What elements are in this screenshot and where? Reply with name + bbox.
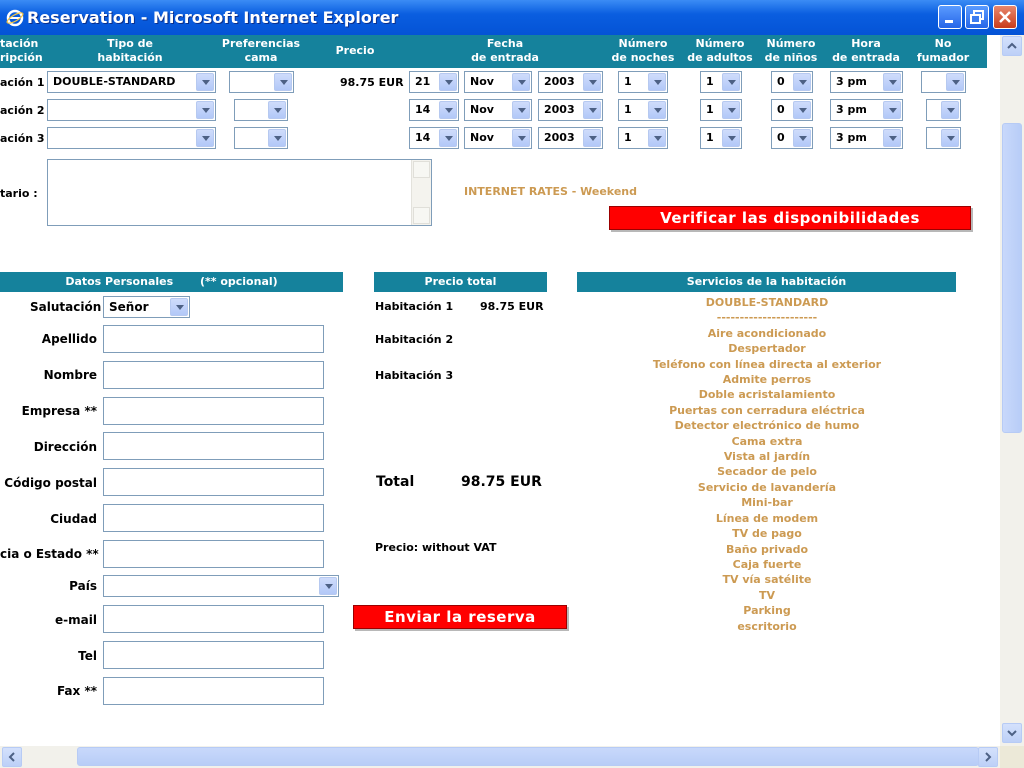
smoking-select[interactable] bbox=[921, 71, 966, 93]
room-type-select[interactable] bbox=[47, 99, 216, 121]
email-label: e-mail bbox=[55, 613, 97, 627]
total-price-header: Precio total bbox=[374, 272, 547, 292]
close-icon bbox=[994, 6, 1016, 28]
city-label: Ciudad bbox=[50, 512, 97, 526]
service-item: TV vía satélite bbox=[722, 573, 812, 587]
children-select[interactable]: 0 bbox=[771, 127, 813, 149]
chevron-left-icon bbox=[3, 748, 21, 766]
postal-code-input[interactable] bbox=[103, 468, 324, 496]
service-item: Admite perros bbox=[722, 373, 812, 387]
chevron-down-icon bbox=[170, 298, 188, 316]
services-room-type: DOUBLE-STANDARD bbox=[705, 296, 829, 309]
chevron-up-icon bbox=[1003, 37, 1021, 55]
service-item: Secador de pelo bbox=[717, 465, 817, 479]
internet-explorer-icon bbox=[6, 9, 24, 27]
header-fumador: No fumador bbox=[916, 37, 970, 64]
comment-label: tario : bbox=[0, 187, 38, 200]
close-button[interactable] bbox=[993, 5, 1017, 29]
window-title: Reservation - Microsoft Internet Explorer bbox=[27, 8, 399, 27]
chevron-down-icon bbox=[722, 73, 740, 91]
address-input[interactable] bbox=[103, 432, 324, 460]
services-separator: ---------------------- bbox=[716, 311, 818, 325]
chevron-down-icon bbox=[722, 129, 740, 147]
verify-availability-button[interactable]: Verificar las disponibilidades bbox=[609, 206, 971, 230]
scroll-down-icon[interactable] bbox=[413, 207, 430, 224]
header-ninos: Número de niños bbox=[764, 37, 818, 64]
chevron-down-icon bbox=[268, 129, 286, 147]
name-input[interactable] bbox=[103, 361, 324, 389]
surname-input[interactable] bbox=[103, 325, 324, 353]
table-header bbox=[0, 35, 987, 68]
year-select[interactable]: 2003 bbox=[538, 71, 603, 93]
service-item: Cama extra bbox=[731, 434, 803, 448]
month-select[interactable]: Nov bbox=[464, 71, 532, 93]
chevron-down-icon bbox=[648, 73, 666, 91]
price-room3-label: Habitación 3 bbox=[375, 369, 454, 382]
salutation-label: Salutación bbox=[30, 300, 102, 314]
horizontal-scroll-thumb[interactable] bbox=[77, 747, 979, 766]
service-item: Detector electrónico de humo bbox=[674, 419, 860, 433]
month-select[interactable]: Nov bbox=[464, 99, 532, 121]
room-services-header: Servicios de la habitación bbox=[577, 272, 956, 292]
postal-code-label: Código postal bbox=[4, 476, 97, 490]
country-select[interactable] bbox=[103, 575, 339, 597]
chevron-down-icon bbox=[274, 73, 292, 91]
hour-select[interactable]: 3 pm bbox=[830, 99, 903, 121]
country-label: País bbox=[69, 579, 97, 593]
company-label: Empresa ** bbox=[21, 404, 97, 418]
chevron-down-icon bbox=[512, 101, 530, 119]
room-label: ación 3 bbox=[0, 132, 45, 145]
scroll-right-button[interactable] bbox=[978, 747, 998, 767]
chevron-down-icon bbox=[941, 129, 959, 147]
header-habitacion: tación ripción bbox=[0, 37, 43, 64]
service-item: Servicio de lavandería bbox=[697, 480, 837, 494]
minimize-icon bbox=[939, 6, 961, 28]
horizontal-scrollbar[interactable] bbox=[0, 746, 1000, 768]
scroll-up-icon[interactable] bbox=[413, 161, 430, 178]
nights-select[interactable]: 1 bbox=[618, 71, 668, 93]
adults-select[interactable]: 1 bbox=[700, 99, 742, 121]
room-label: ación 2 bbox=[0, 104, 45, 117]
children-select[interactable]: 0 bbox=[771, 71, 813, 93]
header-fecha: Fecha de entrada bbox=[471, 37, 539, 64]
header-precio: Precio bbox=[335, 44, 375, 57]
vat-note: Precio: without VAT bbox=[375, 541, 497, 554]
chevron-down-icon bbox=[793, 73, 811, 91]
tel-label: Tel bbox=[78, 649, 97, 663]
children-select[interactable]: 0 bbox=[771, 99, 813, 121]
total-label: Total bbox=[376, 474, 415, 490]
state-label: cia o Estado ** bbox=[0, 547, 99, 561]
send-reservation-button[interactable]: Enviar la reserva bbox=[353, 605, 567, 629]
chevron-down-icon bbox=[946, 73, 964, 91]
service-item: Puertas con cerradura eléctrica bbox=[669, 403, 865, 417]
internet-rates-label: INTERNET RATES - Weekend bbox=[464, 185, 637, 198]
scroll-left-button[interactable] bbox=[2, 747, 22, 767]
chevron-down-icon bbox=[512, 73, 530, 91]
room-label: ación 1 bbox=[0, 76, 45, 89]
adults-select[interactable]: 1 bbox=[700, 71, 742, 93]
smoking-select[interactable] bbox=[926, 99, 961, 121]
service-item: Parking bbox=[743, 604, 791, 618]
chevron-down-icon bbox=[883, 101, 901, 119]
service-item: Despertador bbox=[728, 342, 806, 356]
service-item: Aire acondicionado bbox=[707, 326, 827, 340]
scroll-down-button[interactable] bbox=[1002, 723, 1022, 743]
header-preferencias: Preferencias cama bbox=[221, 37, 301, 64]
company-input[interactable] bbox=[103, 397, 324, 425]
city-input[interactable] bbox=[103, 504, 324, 532]
fax-label: Fax ** bbox=[56, 684, 97, 698]
bed-pref-select[interactable] bbox=[229, 71, 294, 93]
nights-select[interactable]: 1 bbox=[618, 127, 668, 149]
chevron-down-icon bbox=[883, 73, 901, 91]
price-room1-label: Habitación 1 bbox=[375, 300, 454, 313]
chevron-down-icon bbox=[583, 129, 601, 147]
service-item: TV bbox=[758, 588, 776, 602]
room-type-select[interactable]: DOUBLE-STANDARD bbox=[47, 71, 216, 93]
year-select[interactable]: 2003 bbox=[538, 99, 603, 121]
page-content bbox=[0, 35, 1000, 746]
chevron-down-icon bbox=[648, 101, 666, 119]
service-item: Teléfono con línea directa al exterior bbox=[652, 357, 882, 371]
year-select[interactable]: 2003 bbox=[538, 127, 603, 149]
scrollbar-corner bbox=[1000, 746, 1024, 768]
header-hora: Hora de entrada bbox=[832, 37, 900, 64]
restore-button[interactable] bbox=[965, 5, 989, 29]
textarea-scrollbar[interactable] bbox=[411, 160, 431, 225]
service-item: Mini-bar bbox=[741, 496, 793, 510]
day-select[interactable]: 14 bbox=[409, 99, 459, 121]
header-tipo: Tipo de habitación bbox=[97, 37, 163, 64]
smoking-select[interactable] bbox=[926, 127, 961, 149]
name-label: Nombre bbox=[43, 368, 97, 382]
chevron-down-icon bbox=[648, 129, 666, 147]
chevron-down-icon bbox=[439, 129, 457, 147]
chevron-down-icon bbox=[883, 129, 901, 147]
chevron-down-icon bbox=[722, 101, 740, 119]
hour-select[interactable]: 3 pm bbox=[830, 127, 903, 149]
month-select[interactable]: Nov bbox=[464, 127, 532, 149]
total-value: 98.75 EUR bbox=[461, 474, 542, 490]
price-room2-label: Habitación 2 bbox=[375, 333, 454, 346]
minimize-button[interactable] bbox=[938, 5, 962, 29]
chevron-down-icon bbox=[268, 101, 286, 119]
address-label: Dirección bbox=[33, 440, 97, 454]
service-item: Vista al jardín bbox=[723, 450, 811, 464]
scroll-thumb[interactable] bbox=[1002, 123, 1022, 433]
service-item: TV de pago bbox=[732, 527, 802, 541]
bed-pref-select[interactable] bbox=[234, 99, 288, 121]
chevron-down-icon bbox=[793, 129, 811, 147]
fax-input[interactable] bbox=[103, 677, 324, 705]
service-item: Caja fuerte bbox=[732, 557, 802, 571]
bed-pref-select[interactable] bbox=[234, 127, 288, 149]
state-input[interactable] bbox=[103, 540, 324, 568]
header-noches: Número de noches bbox=[611, 37, 675, 64]
chevron-down-icon bbox=[439, 73, 457, 91]
services-list bbox=[578, 295, 956, 634]
chevron-down-icon bbox=[196, 101, 214, 119]
chevron-down-icon bbox=[439, 101, 457, 119]
chevron-down-icon bbox=[196, 129, 214, 147]
chevron-down-icon bbox=[512, 129, 530, 147]
hour-select[interactable]: 3 pm bbox=[830, 71, 903, 93]
room-price: 98.75 EUR bbox=[340, 76, 404, 89]
chevron-down-icon bbox=[1003, 724, 1021, 742]
comment-textarea[interactable] bbox=[47, 159, 432, 226]
scroll-up-button[interactable] bbox=[1002, 36, 1022, 56]
title-bar bbox=[0, 0, 1024, 35]
chevron-down-icon bbox=[583, 73, 601, 91]
day-select[interactable]: 21 bbox=[409, 71, 459, 93]
chevron-down-icon bbox=[941, 101, 959, 119]
price-room1-value: 98.75 EUR bbox=[480, 300, 544, 313]
surname-label: Apellido bbox=[41, 332, 97, 346]
adults-select[interactable]: 1 bbox=[700, 127, 742, 149]
chevron-down-icon bbox=[583, 101, 601, 119]
service-item: escritorio bbox=[737, 619, 797, 633]
nights-select[interactable]: 1 bbox=[618, 99, 668, 121]
chevron-down-icon bbox=[196, 73, 214, 91]
personal-data-header: Datos Personales (** opcional) bbox=[0, 272, 343, 292]
vertical-scrollbar[interactable] bbox=[1000, 35, 1024, 746]
email-input[interactable] bbox=[103, 605, 324, 633]
chevron-down-icon bbox=[793, 101, 811, 119]
tel-input[interactable] bbox=[103, 641, 324, 669]
restore-icon bbox=[966, 6, 988, 28]
day-select[interactable]: 14 bbox=[409, 127, 459, 149]
service-item: Baño privado bbox=[725, 542, 809, 556]
service-item: Línea de modem bbox=[715, 511, 819, 525]
room-type-select[interactable] bbox=[47, 127, 216, 149]
service-item: Doble acristalamiento bbox=[698, 388, 836, 402]
chevron-down-icon bbox=[319, 577, 337, 595]
salutation-select[interactable]: Señor bbox=[103, 296, 190, 318]
chevron-right-icon bbox=[979, 748, 997, 766]
header-adultos: Número de adultos bbox=[687, 37, 753, 64]
